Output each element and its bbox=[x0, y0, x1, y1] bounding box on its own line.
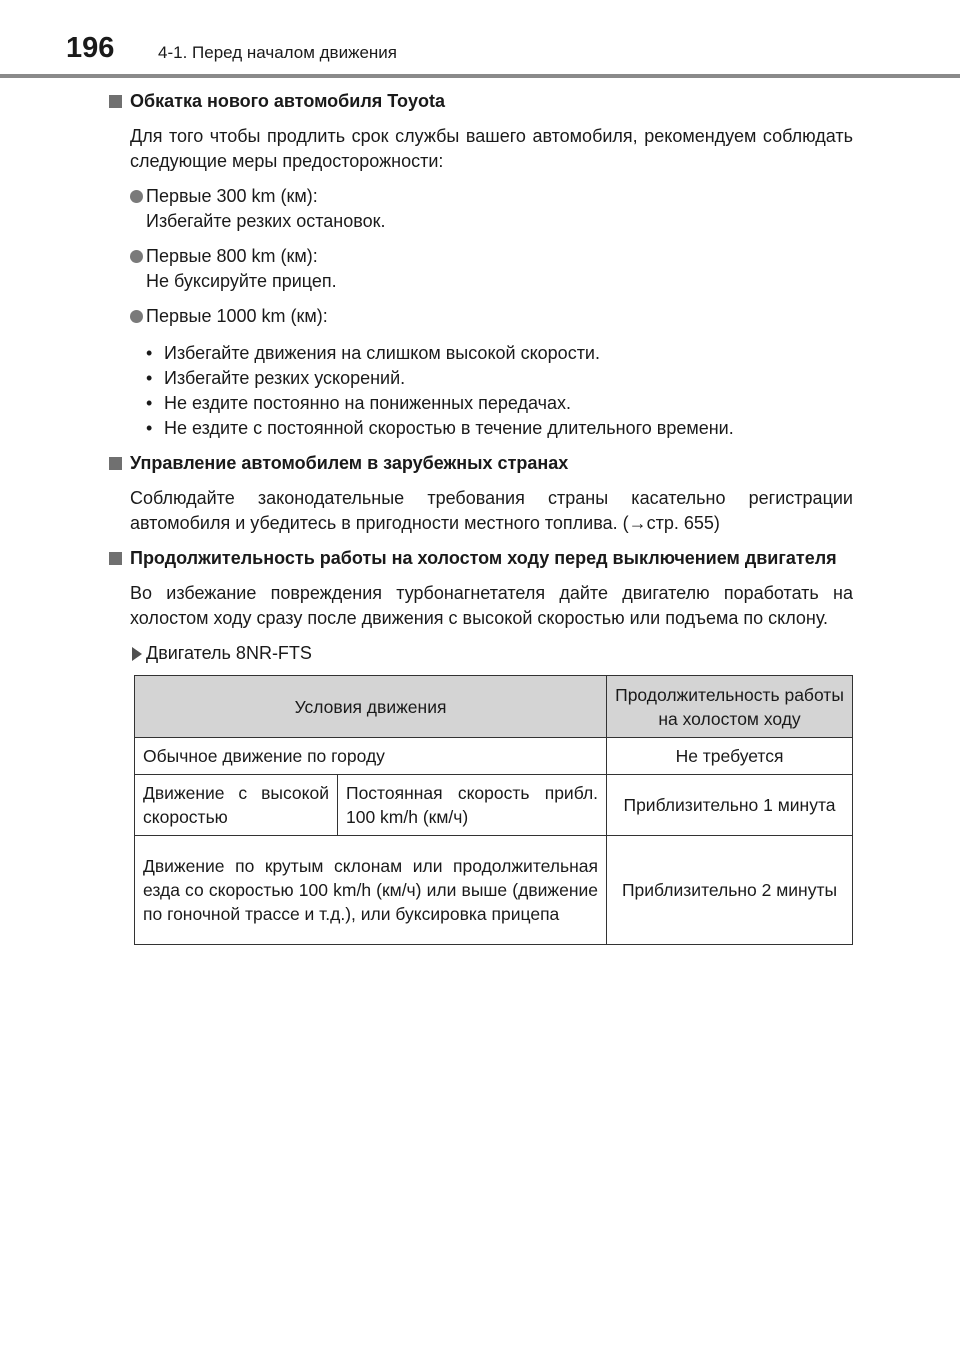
section-abroad-heading bbox=[108, 451, 853, 476]
page-content bbox=[108, 89, 853, 666]
sub-list-item: • Избегайте резких ускорений. bbox=[146, 366, 853, 391]
bullet-text: Не буксируйте прицеп. bbox=[146, 271, 337, 291]
cell-condition: Движение с высокой скоростью bbox=[135, 775, 338, 836]
engine-label bbox=[108, 641, 853, 666]
dot-bullet-icon: • bbox=[146, 368, 153, 388]
sub-list-item: • Не ездите постоянно на пониженных передачах. bbox=[146, 391, 853, 416]
cell-duration: Не требуется bbox=[607, 738, 853, 775]
bullet-text: Избегайте резких остановок. bbox=[146, 211, 386, 231]
table-row bbox=[135, 836, 853, 945]
square-bullet-icon bbox=[109, 552, 122, 565]
engine-name: Двигатель 8NR-FTS bbox=[146, 643, 312, 663]
abroad-text: Соблюдайте законодательные требования страны касательно регистрации автомобиля и убедитесь в пригодности местного топлива. (→стр. 655) bbox=[130, 488, 853, 533]
bullet-title: Первые 800 km (км): bbox=[146, 246, 318, 266]
break-in-intro: Для того чтобы продлить срок службы вашего автомобиля, рекомендуем соблюдать следующие меры предосторожности: bbox=[130, 126, 853, 171]
section-idle-title: Продолжительность работы на холостом ходу перед выключением двигателя bbox=[130, 548, 837, 568]
list-item bbox=[108, 184, 853, 234]
idle-duration-table bbox=[134, 675, 853, 945]
cell-detail: Постоянная скорость прибл. 100 km/h (км/ч) bbox=[338, 775, 607, 836]
table-row bbox=[135, 775, 853, 836]
dot-bullet-icon: • bbox=[146, 343, 153, 363]
cell-condition: Движение по крутым склонам или продолжительная езда со скоростью 100 km/h (км/ч) или выше (движение по гоночной трассе и т.д.), или буксировка прицепа bbox=[135, 836, 607, 945]
circle-bullet-icon bbox=[130, 250, 143, 263]
page-number: 196 bbox=[66, 32, 115, 64]
cell-condition: Обычное движение по городу bbox=[135, 738, 607, 775]
bullet-title: Первые 1000 km (км): bbox=[146, 306, 328, 326]
sub-list-item: • Не ездите с постоянной скоростью в течение длительного времени. bbox=[146, 416, 853, 441]
circle-bullet-icon bbox=[130, 190, 143, 203]
table-header-row bbox=[135, 676, 853, 738]
dot-bullet-icon: • bbox=[146, 418, 153, 438]
bullet-title: Первые 300 km (км): bbox=[146, 186, 318, 206]
header-duration: Продолжительность работы на холостом ходу bbox=[607, 676, 853, 738]
cell-duration: Приблизительно 2 минуты bbox=[607, 836, 853, 945]
page-header bbox=[0, 0, 960, 78]
chapter-title: 4-1. Перед началом движения bbox=[158, 43, 397, 62]
table-row bbox=[135, 738, 853, 775]
section-break-in-title: Обкатка нового автомобиля Toyota bbox=[130, 91, 445, 111]
section-break-in-heading bbox=[108, 89, 853, 114]
section-idle-heading bbox=[108, 546, 853, 571]
sub-list bbox=[146, 341, 853, 441]
circle-bullet-icon bbox=[130, 310, 143, 323]
sub-list-item: • Избегайте движения на слишком высокой скорости. bbox=[146, 341, 853, 366]
square-bullet-icon bbox=[109, 457, 122, 470]
dot-bullet-icon: • bbox=[146, 393, 153, 413]
square-bullet-icon bbox=[109, 95, 122, 108]
cell-duration: Приблизительно 1 минута bbox=[607, 775, 853, 836]
section-abroad-title: Управление автомобилем в зарубежных странах bbox=[130, 453, 569, 473]
list-item bbox=[108, 244, 853, 294]
idle-text: Во избежание повреждения турбонагнетателя дайте двигателю поработать на холостом ходу сразу после движения с высокой скоростью или подъема по склону. bbox=[130, 583, 853, 628]
header-divider bbox=[0, 74, 960, 78]
list-item bbox=[108, 304, 853, 329]
triangle-right-icon bbox=[132, 647, 142, 661]
header-conditions: Условия движения bbox=[135, 676, 607, 738]
